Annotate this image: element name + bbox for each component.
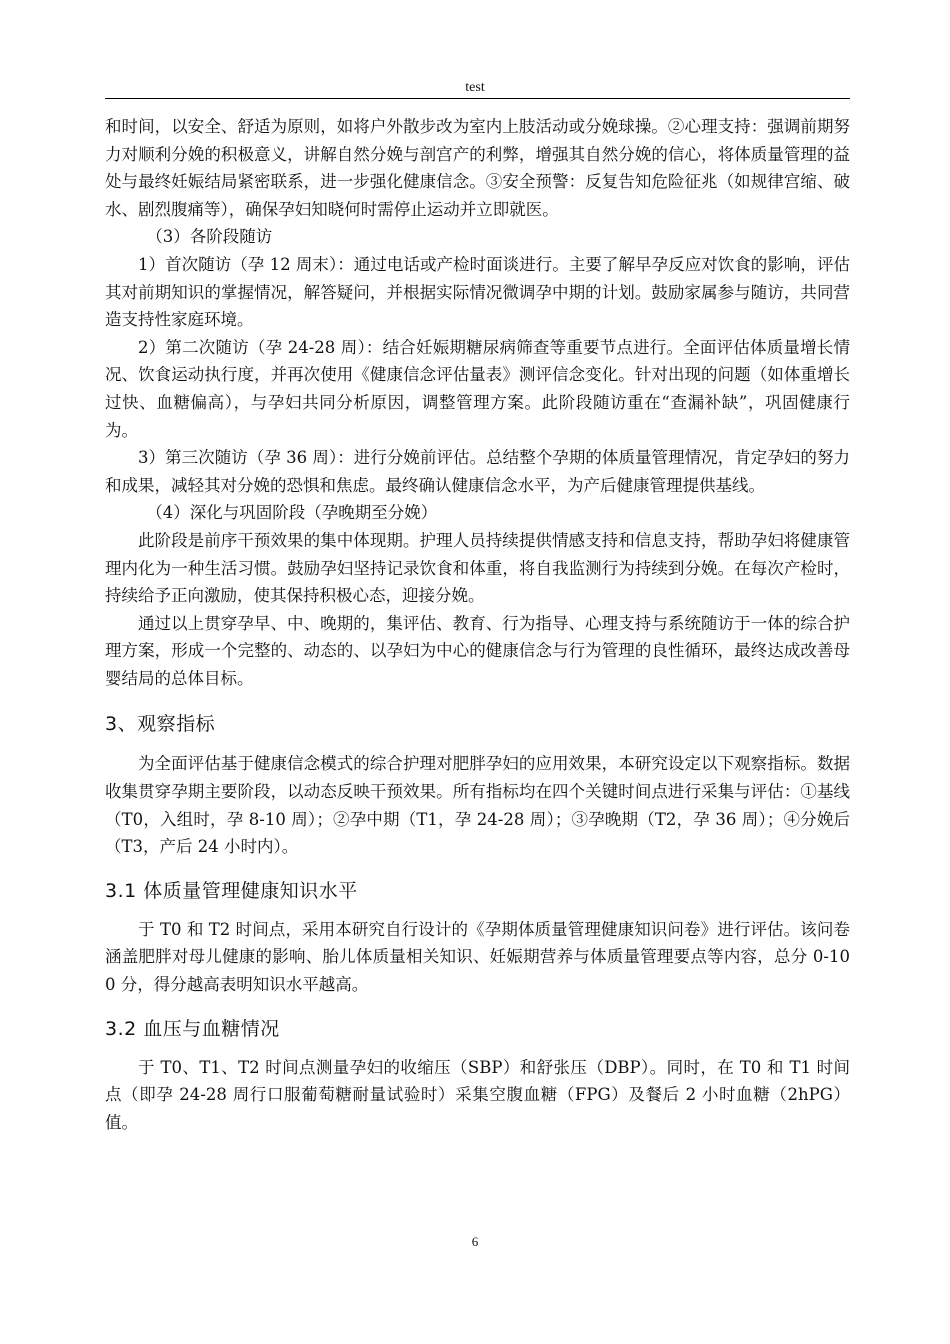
header-divider	[105, 98, 850, 99]
section-heading-knowledge: 3.1 体质量管理健康知识水平	[105, 879, 358, 902]
paragraph-observation-intro: 为全面评估基于健康信念模式的综合护理对肥胖孕妇的应用效果，本研究设定以下观察指标。数据收集贯穿孕期主要阶段，以动态反映干预效果。所有指标均在四个关键时间点进行采集与评估：①基线（T0，入组时，孕 8-10 周）；②孕中期（T1，孕 24-28 周）；③孕晚期（T2，孕 36 周）；④分娩后（T3，产后 24 小时内）。	[105, 754, 850, 857]
subheading-consolidation: （4）深化与巩固阶段（孕晚期至分娩）	[146, 503, 438, 523]
page-number: 6	[471, 1234, 479, 1249]
paragraph-knowledge: 于 T0 和 T2 时间点，采用本研究自行设计的《孕期体质量管理健康知识问卷》进行评估。该问卷涵盖肥胖对母儿健康的影响、胎儿体质量相关知识、妊娠期营养与体质量管理要点等内容，总分 0-100 分，得分越高表明知识水平越高。	[105, 919, 850, 995]
paragraph-safety-continued: 和时间，以安全、舒适为原则，如将户外散步改为室内上肢活动或分娩球操。②心理支持：强调前期努力对顺利分娩的积极意义，讲解自然分娩与剖宫产的利弊，增强其自然分娩的信心，将体质量管理的益处与最终妊娠结局紧密联系，进一步强化健康信念。③安全预警：反复告知危险征兆（如规律宫缩、破水、剧烈腹痛等），确保孕妇知晓何时需停止运动并立即就医。	[105, 117, 850, 219]
section-heading-observation: 3、观察指标	[105, 713, 216, 736]
subheading-followup: （3）各阶段随访	[146, 227, 273, 247]
paragraph-consolidation: 此阶段是前序干预效果的集中体现期。护理人员持续提供情感支持和信息支持，帮助孕妇将健康管理内化为一种生活习惯。鼓励孕妇坚持记录饮食和体重，将自我监测行为持续到分娩。在每次产检时，持续给予正向激励，使其保持积极心态，迎接分娩。	[105, 530, 850, 606]
page-header: test	[465, 80, 485, 95]
paragraph-first-followup: 1）首次随访（孕 12 周末）：通过电话或产检时面谈进行。主要了解早孕反应对饮食的影响，评估其对前期知识的掌握情况，解答疑问，并根据实际情况微调孕中期的计划。鼓励家属参与随访，共同营造支持性家庭环境。	[105, 254, 850, 330]
paragraph-second-followup: 2）第二次随访（孕 24-28 周）：结合妊娠期糖尿病筛查等重要节点进行。全面评估体质量增长情况、饮食运动执行度，并再次使用《健康信念评估量表》测评信念变化。针对出现的问题（如体重增长过快、血糖偏高），与孕妇共同分析原因，调整管理方案。此阶段随访重在“查漏补缺”，巩固健康行为。	[105, 337, 850, 440]
paragraph-summary: 通过以上贯穿孕早、中、晚期的，集评估、教育、行为指导、心理支持与系统随访于一体的综合护理方案，形成一个完整的、动态的、以孕妇为中心的健康信念与行为管理的良性循环，最终达成改善母婴结局的总体目标。	[105, 613, 850, 688]
paragraph-bp-glucose: 于 T0、T1、T2 时间点测量孕妇的收缩压（SBP）和舒张压（DBP）。同时，在 T0 和 T1 时间点（即孕 24-28 周行口服葡萄糖耐量试验时）采集空腹血糖（FPG）及餐后 2 小时血糖（2hPG）值。	[105, 1057, 850, 1132]
paragraph-third-followup: 3）第三次随访（孕 36 周）：进行分娩前评估。总结整个孕期的体质量管理情况，肯定孕妇的努力和成果，减轻其对分娩的恐惧和焦虑。最终确认健康信念水平，为产后健康管理提供基线。	[105, 448, 850, 495]
section-heading-bp-glucose: 3.2 血压与血糖情况	[105, 1017, 280, 1040]
page-content	[105, 113, 850, 1136]
